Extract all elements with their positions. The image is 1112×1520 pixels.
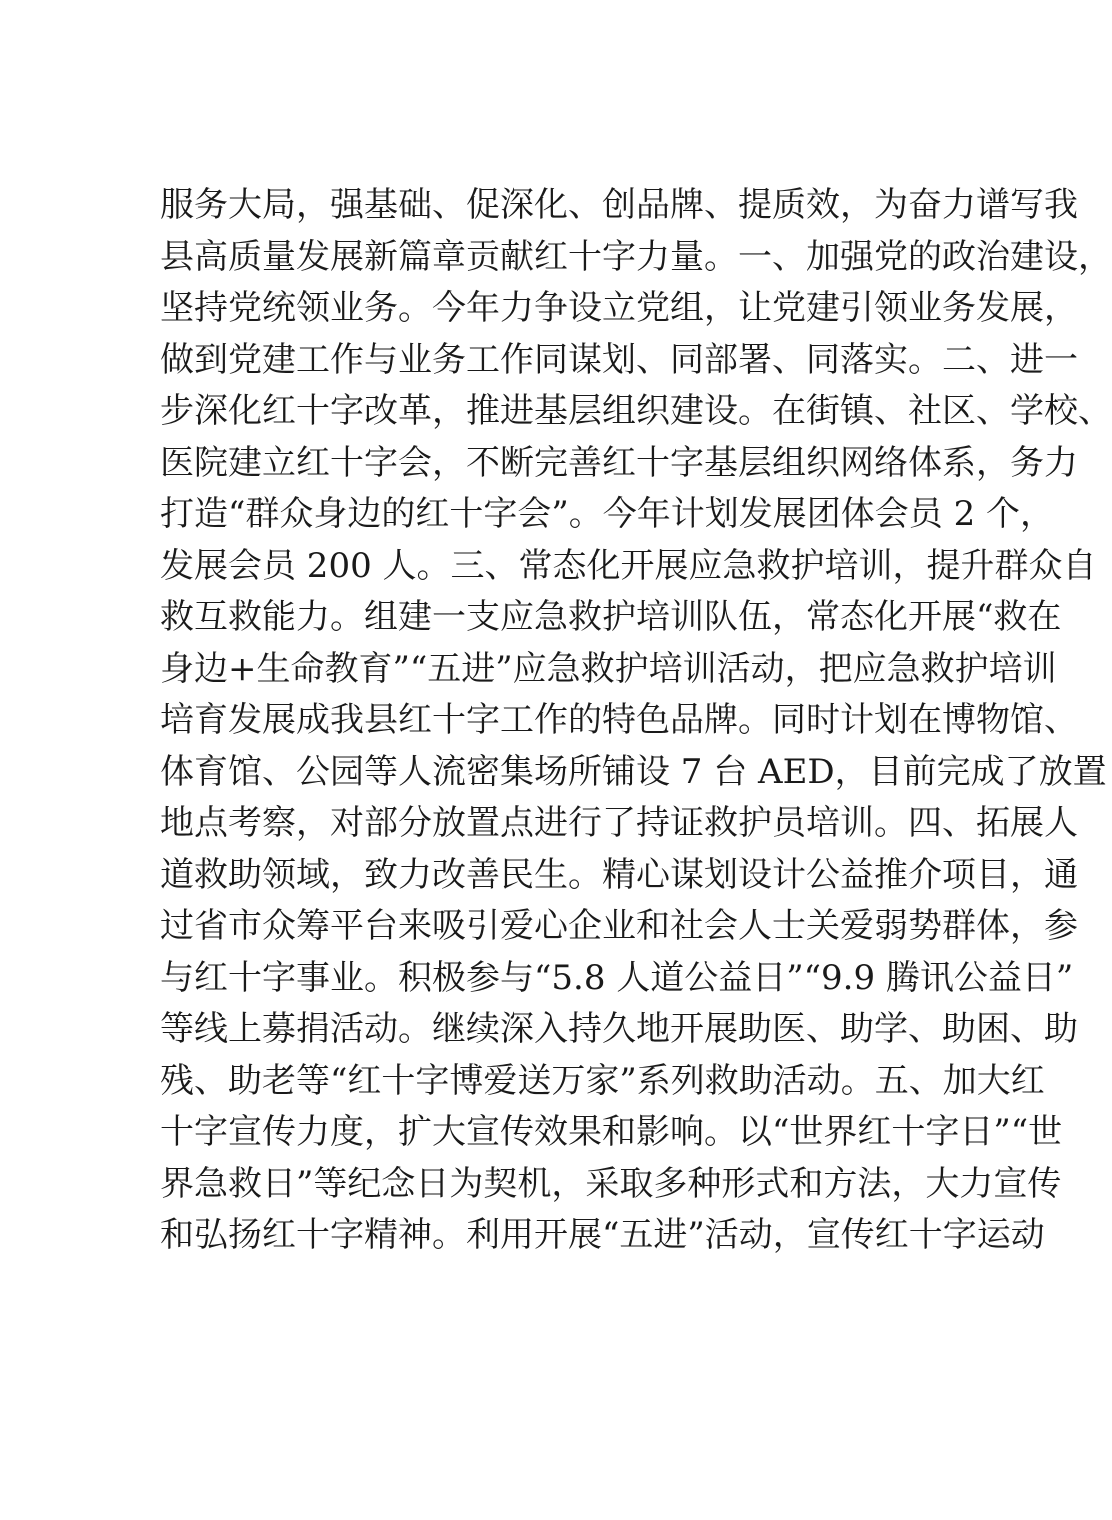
text-line-9: 救互救能力。组建一支应急救护培训队伍，常态化开展“救在: [160, 597, 1062, 637]
text-line-1: 服务大局，强基础、促深化、创品牌、提质效，为奋力谱写我: [160, 185, 1078, 225]
text-line-16: 与红十字事业。积极参与“5.8 人道公益日”“9.9 腾讯公益日”: [160, 957, 1074, 998]
text-line-15: 过省市众筹平台来吸引爱心企业和社会人士关爱弱势群体，参: [160, 906, 1078, 946]
body-paragraph: [160, 180, 1112, 1262]
text-line-13: 地点考察，对部分放置点进行了持证救护员培训。四、拓展人: [160, 803, 1078, 843]
text-line-3: 坚持党统领业务。今年力争设立党组，让党建引领业务发展，: [160, 288, 1078, 328]
text-line-21: 和弘扬红十字精神。利用开展“五进”活动，宣传红十字运动: [160, 1215, 1045, 1255]
text-line-19: 十字宣传力度，扩大宣传效果和影响。以“世界红十字日”“世: [160, 1112, 1063, 1152]
text-line-8: 发展会员 200 人。三、常态化开展应急救护培训，提升群众自: [160, 545, 1097, 586]
text-line-6: 医院建立红十字会，不断完善红十字基层组织网络体系，务力: [160, 442, 1078, 483]
text-line-10: 身边+生命教育”“五进”应急救护培训活动，把应急救护培训: [160, 648, 1057, 689]
text-line-18: 残、助老等“红十字博爱送万家”系列救助活动。五、加大红: [160, 1060, 1045, 1101]
text-line-5: 步深化红十字改革，推进基层组织建设。在街镇、社区、学校、: [160, 391, 1112, 431]
text-line-17: 等线上募捐活动。继续深入持久地开展助医、助学、助困、助: [160, 1009, 1078, 1049]
text-line-11: 培育发展成我县红十字工作的特色品牌。同时计划在博物馆、: [160, 700, 1078, 740]
text-line-4: 做到党建工作与业务工作同谋划、同部署、同落实。二、进一: [160, 339, 1078, 380]
text-line-7: 打造“群众身边的红十字会”。今年计划发展团体会员 2 个，: [160, 494, 1055, 534]
text-line-14: 道救助领域，致力改善民生。精心谋划设计公益推介项目，通: [160, 854, 1078, 895]
text-line-2: 县高质量发展新篇章贡献红十字力量。一、加强党的政治建设，: [160, 236, 1112, 277]
text-line-12: 体育馆、公园等人流密集场所铺设 7 台 AED，目前完成了放置: [160, 751, 1107, 792]
text-line-20: 界急救日”等纪念日为契机，采取多种形式和方法，大力宣传: [160, 1163, 1062, 1204]
